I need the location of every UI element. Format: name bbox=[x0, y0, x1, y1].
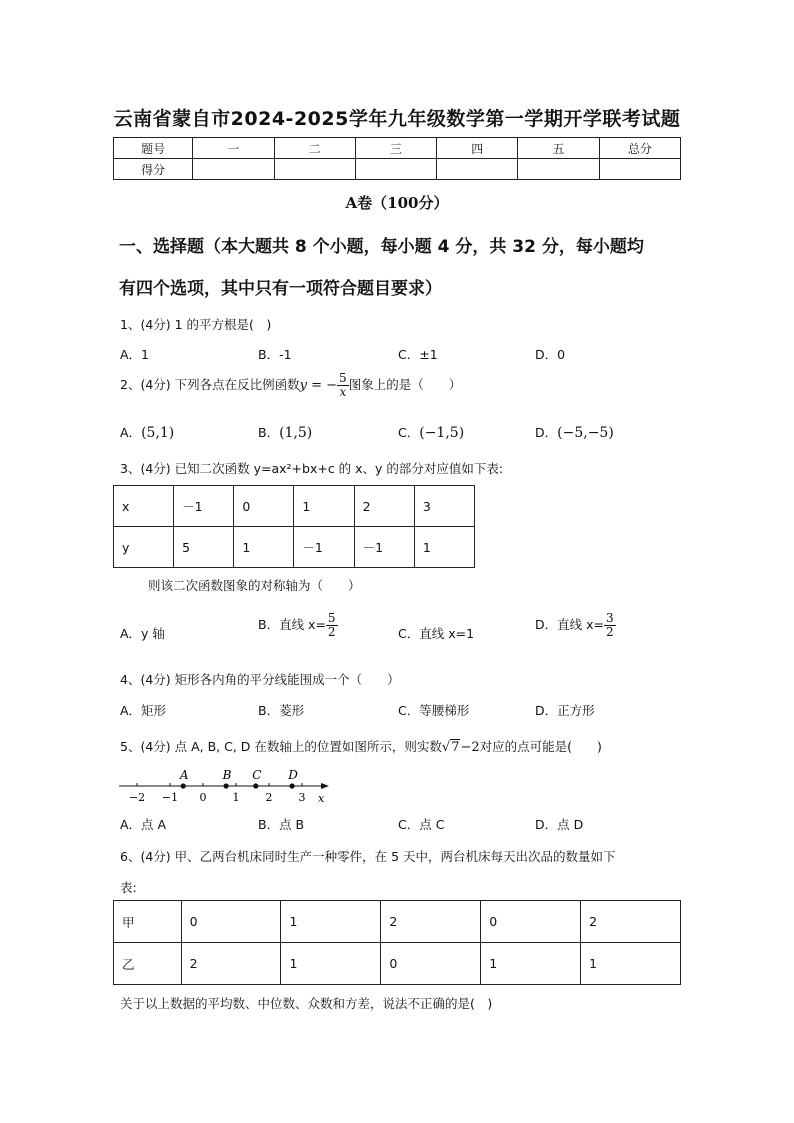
q3-option-a[interactable]: A．y 轴 bbox=[120, 626, 165, 641]
option-value: (−1,5) bbox=[419, 425, 465, 441]
option-letter: B． bbox=[258, 425, 280, 440]
q3-d-fraction bbox=[604, 612, 616, 639]
axis-tick-label: 3 bbox=[298, 791, 306, 804]
table-cell: 1 bbox=[481, 943, 581, 985]
section-subtitle: A卷（100分） bbox=[345, 194, 449, 212]
q3-x-row bbox=[114, 486, 475, 527]
option-letter: D． bbox=[535, 425, 558, 440]
question-3: 3、(4分) 已知二次函数 y=ax²+bx+c 的 x、y 的部分对应值如下表: bbox=[120, 461, 504, 476]
table-cell: －1 bbox=[294, 527, 354, 568]
q2-fraction-numerator: 5 bbox=[339, 371, 347, 385]
q2-option-b[interactable] bbox=[258, 423, 312, 441]
question-6-line2: 表: bbox=[120, 880, 137, 895]
q2-option-d[interactable] bbox=[535, 423, 614, 441]
number-line-point-d bbox=[290, 783, 295, 788]
number-line-label-b: B bbox=[222, 768, 232, 782]
score-cell: 五 bbox=[518, 138, 599, 159]
table-cell: 0 bbox=[181, 901, 281, 943]
table-cell: －1 bbox=[174, 486, 234, 527]
q3-option-d[interactable] bbox=[535, 612, 616, 639]
question-1: 1、(4分) 1 的平方根是( ) bbox=[120, 317, 272, 332]
q3-followup: 则该二次函数图象的对称轴为（ ） bbox=[148, 578, 361, 593]
q2-fraction-denominator: x bbox=[339, 385, 347, 399]
table-cell: 甲 bbox=[114, 901, 182, 943]
number-line-label-d: D bbox=[288, 768, 298, 782]
q1-option-b[interactable]: B．-1 bbox=[258, 347, 292, 362]
q2-function-lhs: y = − bbox=[299, 378, 338, 393]
table-cell: 2 bbox=[181, 943, 281, 985]
table-cell: 2 bbox=[354, 486, 414, 527]
q5-prefix: 5、(4分) 点 A, B, C, D 在数轴上的位置如图所示，则实数 bbox=[120, 739, 442, 754]
number-line-label-c: C bbox=[252, 768, 262, 782]
option-text: D．直线 x= bbox=[535, 617, 604, 632]
q4-option-d[interactable]: D．正方形 bbox=[535, 703, 595, 718]
q3-b-fraction bbox=[326, 612, 338, 639]
q1-option-a[interactable]: A．1 bbox=[120, 347, 150, 362]
score-input-cell[interactable] bbox=[437, 159, 518, 180]
q3-y-row bbox=[114, 527, 475, 568]
q1-option-d[interactable]: D．0 bbox=[535, 347, 566, 362]
table-cell: 1 bbox=[581, 943, 681, 985]
q6-followup: 关于以上数据的平均数、中位数、众数和方差，说法不正确的是( ) bbox=[120, 996, 493, 1011]
score-cell: 一 bbox=[193, 138, 274, 159]
question-5 bbox=[120, 737, 602, 755]
option-text: B．直线 x= bbox=[258, 617, 326, 632]
axis-tick-label: 0 bbox=[199, 791, 207, 804]
score-input-cell[interactable] bbox=[355, 159, 436, 180]
q3-table bbox=[113, 485, 475, 568]
table-cell: x bbox=[114, 486, 174, 527]
axis-tick-label: 1 bbox=[232, 791, 240, 804]
fraction-denominator: 2 bbox=[327, 625, 336, 639]
table-cell: 1 bbox=[281, 943, 381, 985]
score-cell: 二 bbox=[274, 138, 355, 159]
score-input-cell[interactable] bbox=[193, 159, 274, 180]
table-cell: 0 bbox=[234, 486, 294, 527]
q2-suffix: 图象上的是（ ） bbox=[348, 377, 462, 392]
score-cell: 四 bbox=[437, 138, 518, 159]
axis-arrow-icon bbox=[321, 783, 329, 789]
number-line-point-c bbox=[253, 783, 258, 788]
option-value: (−5,−5) bbox=[557, 425, 614, 441]
fraction-numerator: 5 bbox=[327, 611, 336, 625]
score-cell: 题号 bbox=[114, 138, 193, 159]
table-cell: 3 bbox=[414, 486, 474, 527]
axis-tick-label: −2 bbox=[128, 791, 146, 804]
score-input-cell[interactable] bbox=[599, 159, 680, 180]
question-2 bbox=[120, 372, 461, 399]
q5-option-d[interactable]: D．点 D bbox=[535, 817, 584, 832]
q3-option-b[interactable] bbox=[258, 612, 338, 639]
score-table bbox=[113, 137, 681, 180]
table-cell: 2 bbox=[581, 901, 681, 943]
q5-option-c[interactable]: C．点 C bbox=[398, 817, 445, 832]
axis-label: x bbox=[318, 792, 325, 805]
section-heading-line1: 一、选择题（本大题共 8 个小题，每小题 4 分，共 32 分，每小题均 bbox=[119, 237, 644, 257]
option-letter: C． bbox=[398, 425, 420, 440]
table-cell: 0 bbox=[381, 943, 481, 985]
q3-option-c[interactable]: C．直线 x=1 bbox=[398, 626, 475, 641]
table-cell: 1 bbox=[234, 527, 294, 568]
option-value: (5,1) bbox=[141, 425, 175, 441]
fraction-denominator: 2 bbox=[605, 625, 614, 639]
axis-tick-label: −1 bbox=[161, 791, 179, 804]
q5-suffix: 对应的点可能是( ) bbox=[479, 739, 602, 754]
score-cell: 三 bbox=[355, 138, 436, 159]
q1-option-c[interactable]: C．±1 bbox=[398, 347, 438, 362]
q2-option-c[interactable] bbox=[398, 423, 464, 441]
option-value: (1,5) bbox=[279, 425, 313, 441]
table-cell: 1 bbox=[294, 486, 354, 527]
option-letter: A． bbox=[120, 425, 142, 440]
number-line bbox=[115, 762, 335, 806]
q5-minus: −2 bbox=[460, 740, 480, 755]
question-4: 4、(4分) 矩形各内角的平分线能围成一个（ ） bbox=[120, 672, 400, 687]
number-line-point-a bbox=[181, 783, 186, 788]
score-value-row bbox=[114, 159, 681, 180]
fraction-numerator: 3 bbox=[605, 611, 614, 625]
q4-option-a[interactable]: A．矩形 bbox=[120, 703, 167, 718]
table-cell: 5 bbox=[174, 527, 234, 568]
q5-option-a[interactable]: A．点 A bbox=[120, 817, 167, 832]
table-cell: 1 bbox=[414, 527, 474, 568]
q2-option-a[interactable] bbox=[120, 423, 174, 441]
q6-table bbox=[113, 900, 681, 985]
q2-prefix: 2、(4分) 下列各点在反比例函数 bbox=[120, 377, 300, 392]
score-input-cell[interactable] bbox=[274, 159, 355, 180]
question-6-line1: 6、(4分) 甲、乙两台机床同时生产一种零件，在 5 天中，两台机床每天出次品的数量如下 bbox=[120, 849, 616, 864]
table-cell: y bbox=[114, 527, 174, 568]
table-cell: －1 bbox=[354, 527, 414, 568]
table-cell: 0 bbox=[481, 901, 581, 943]
q4-option-b[interactable]: B．菱形 bbox=[258, 703, 305, 718]
q5-option-b[interactable]: B．点 B bbox=[258, 817, 305, 832]
q2-fraction bbox=[337, 372, 349, 399]
section-heading-line2: 有四个选项，其中只有一项符合题目要求） bbox=[119, 279, 442, 299]
table-cell: 1 bbox=[281, 901, 381, 943]
score-cell: 得分 bbox=[114, 159, 193, 180]
q4-option-c[interactable]: C．等腰梯形 bbox=[398, 703, 470, 718]
exam-title: 云南省蒙自市2024-2025学年九年级数学第一学期开学联考试题 bbox=[113, 108, 681, 130]
number-line-point-b bbox=[224, 783, 229, 788]
score-cell: 总分 bbox=[599, 138, 680, 159]
score-input-cell[interactable] bbox=[518, 159, 599, 180]
axis-tick-label: 2 bbox=[265, 791, 273, 804]
table-cell: 2 bbox=[381, 901, 481, 943]
q6-yi-row bbox=[114, 943, 681, 985]
number-line-label-a: A bbox=[179, 768, 189, 782]
q5-sqrt-expression: √7−2 bbox=[441, 740, 480, 755]
score-header-row bbox=[114, 138, 681, 159]
q5-radicand: 7 bbox=[451, 740, 460, 755]
q6-jia-row bbox=[114, 901, 681, 943]
table-cell: 乙 bbox=[114, 943, 182, 985]
